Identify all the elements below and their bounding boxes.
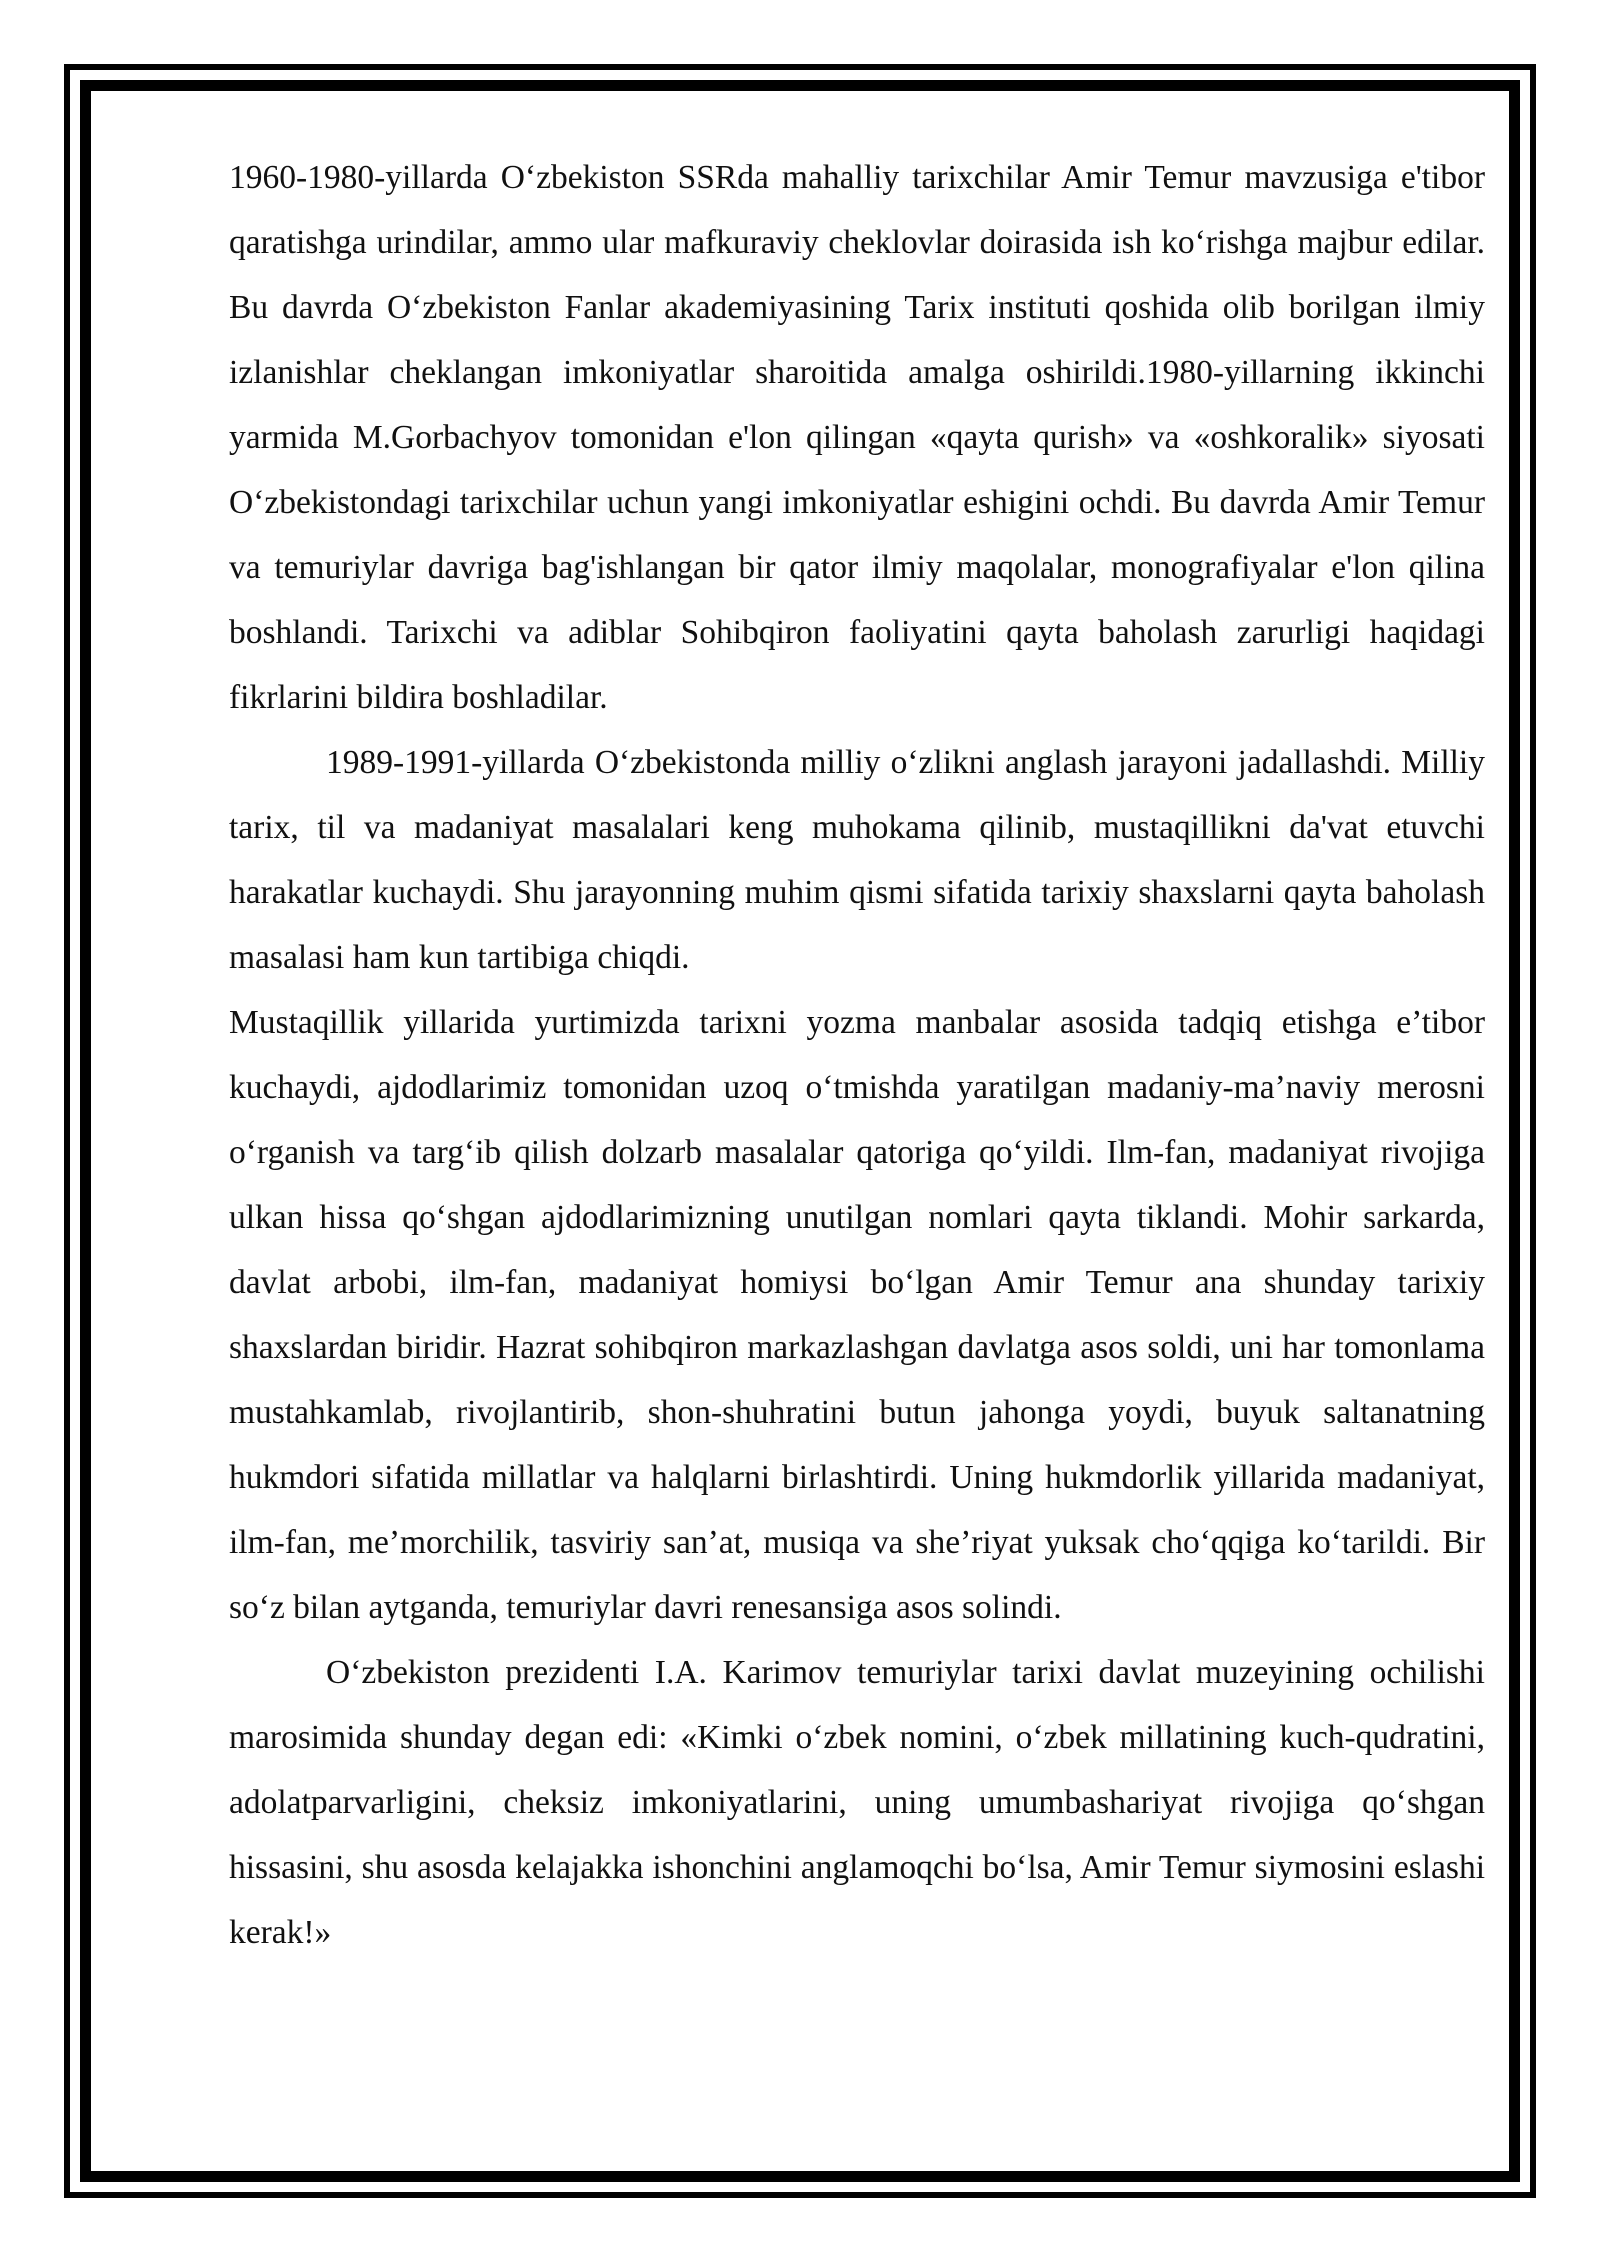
paragraph-2: 1989-1991-yillarda O‘zbekistonda milliy o‘zlikni anglash jarayoni jadallashdi. Milliy tarix, til va madaniyat masalalari keng muhokama qilinib, mustaqillikni da'vat etuvchi harakatlar kuchaydi. Shu jarayonning muhim qismi sifatida tarixiy shaxslarni qayta baholash masalasi ham kun tartibiga chiqdi. bbox=[229, 744, 1485, 976]
paragraph-3: Mustaqillik yillarida yurtimizda tarixni yozma manbalar asosida tadqiq etishga e’tibor kuchaydi, ajdodlarimiz tomonidan uzoq o‘tmishda yaratilgan madaniy-ma’naviy merosni o‘rganish va targ‘ib qilish dolzarb masalalar qatoriga qo‘yildi. Ilm-fan, madaniyat rivojiga ulkan hissa qo‘shgan ajdodlarimizning unutilgan nomlari qayta tiklandi. Mohir sarkarda, davlat arbobi, ilm-fan, madaniyat homiysi bo‘lgan Amir Temur ana shunday tarixiy shaxslardan biridir. Hazrat sohibqiron markazlashgan davlatga asos soldi, uni har tomonlama mustahkamlab, rivojlantirib, shon-shuhratini butun jahonga yoydi, buyuk saltanatning hukmdori sifatida millatlar va halqlarni birlashtirdi. Uning hukmdorlik yillarida madaniyat, ilm-fan, me’morchilik, tasviriy san’at, musiqa va she’riyat yuksak cho‘qqiga ko‘tarildi. Bir so‘z bilan aytganda, temuriylar davri renesansiga asos solindi. bbox=[229, 1004, 1485, 1626]
document-body bbox=[229, 145, 1485, 1965]
paragraph-1: 1960-1980-yillarda O‘zbekiston SSRda mahalliy tarixchilar Amir Temur mavzusiga e'tibor qaratishga urindilar, ammo ular mafkuraviy cheklovlar doirasida ish ko‘rishga majbur edilar. Bu davrda O‘zbekiston Fanlar akademiyasining Tarix instituti qoshida olib borilgan ilmiy izlanishlar cheklangan imkoniyatlar sharoitida amalga oshirildi.1980-yillarning ikkinchi yarmida M.Gorbachyov tomonidan e'lon qilingan «qayta qurish» va «oshkoralik» siyosati O‘zbekistondagi tarixchilar uchun yangi imkoniyatlar eshigini ochdi. Bu davrda Amir Temur va temuriylar davriga bag'ishlangan bir qator ilmiy maqolalar, monografiyalar e'lon qilina boshlandi. Tarixchi va adiblar Sohibqiron faoliyatini qayta baholash zarurligi haqidagi fikrlarini bildira boshladilar. bbox=[229, 159, 1485, 716]
paragraph-4: O‘zbekiston prezidenti I.A. Karimov temuriylar tarixi davlat muzeyining ochilishi marosimida shunday degan edi: «Kimki o‘zbek nomini, o‘zbek millatining kuch-qudratini, adolatparvarligini, cheksiz imkoniyatlarini, uning umumbashariyat rivojiga qo‘shgan hissasini, shu asosda kelajakka ishonchini anglamoqchi bo‘lsa, Amir Temur siymosini eslashi kerak!» bbox=[229, 1654, 1485, 1951]
